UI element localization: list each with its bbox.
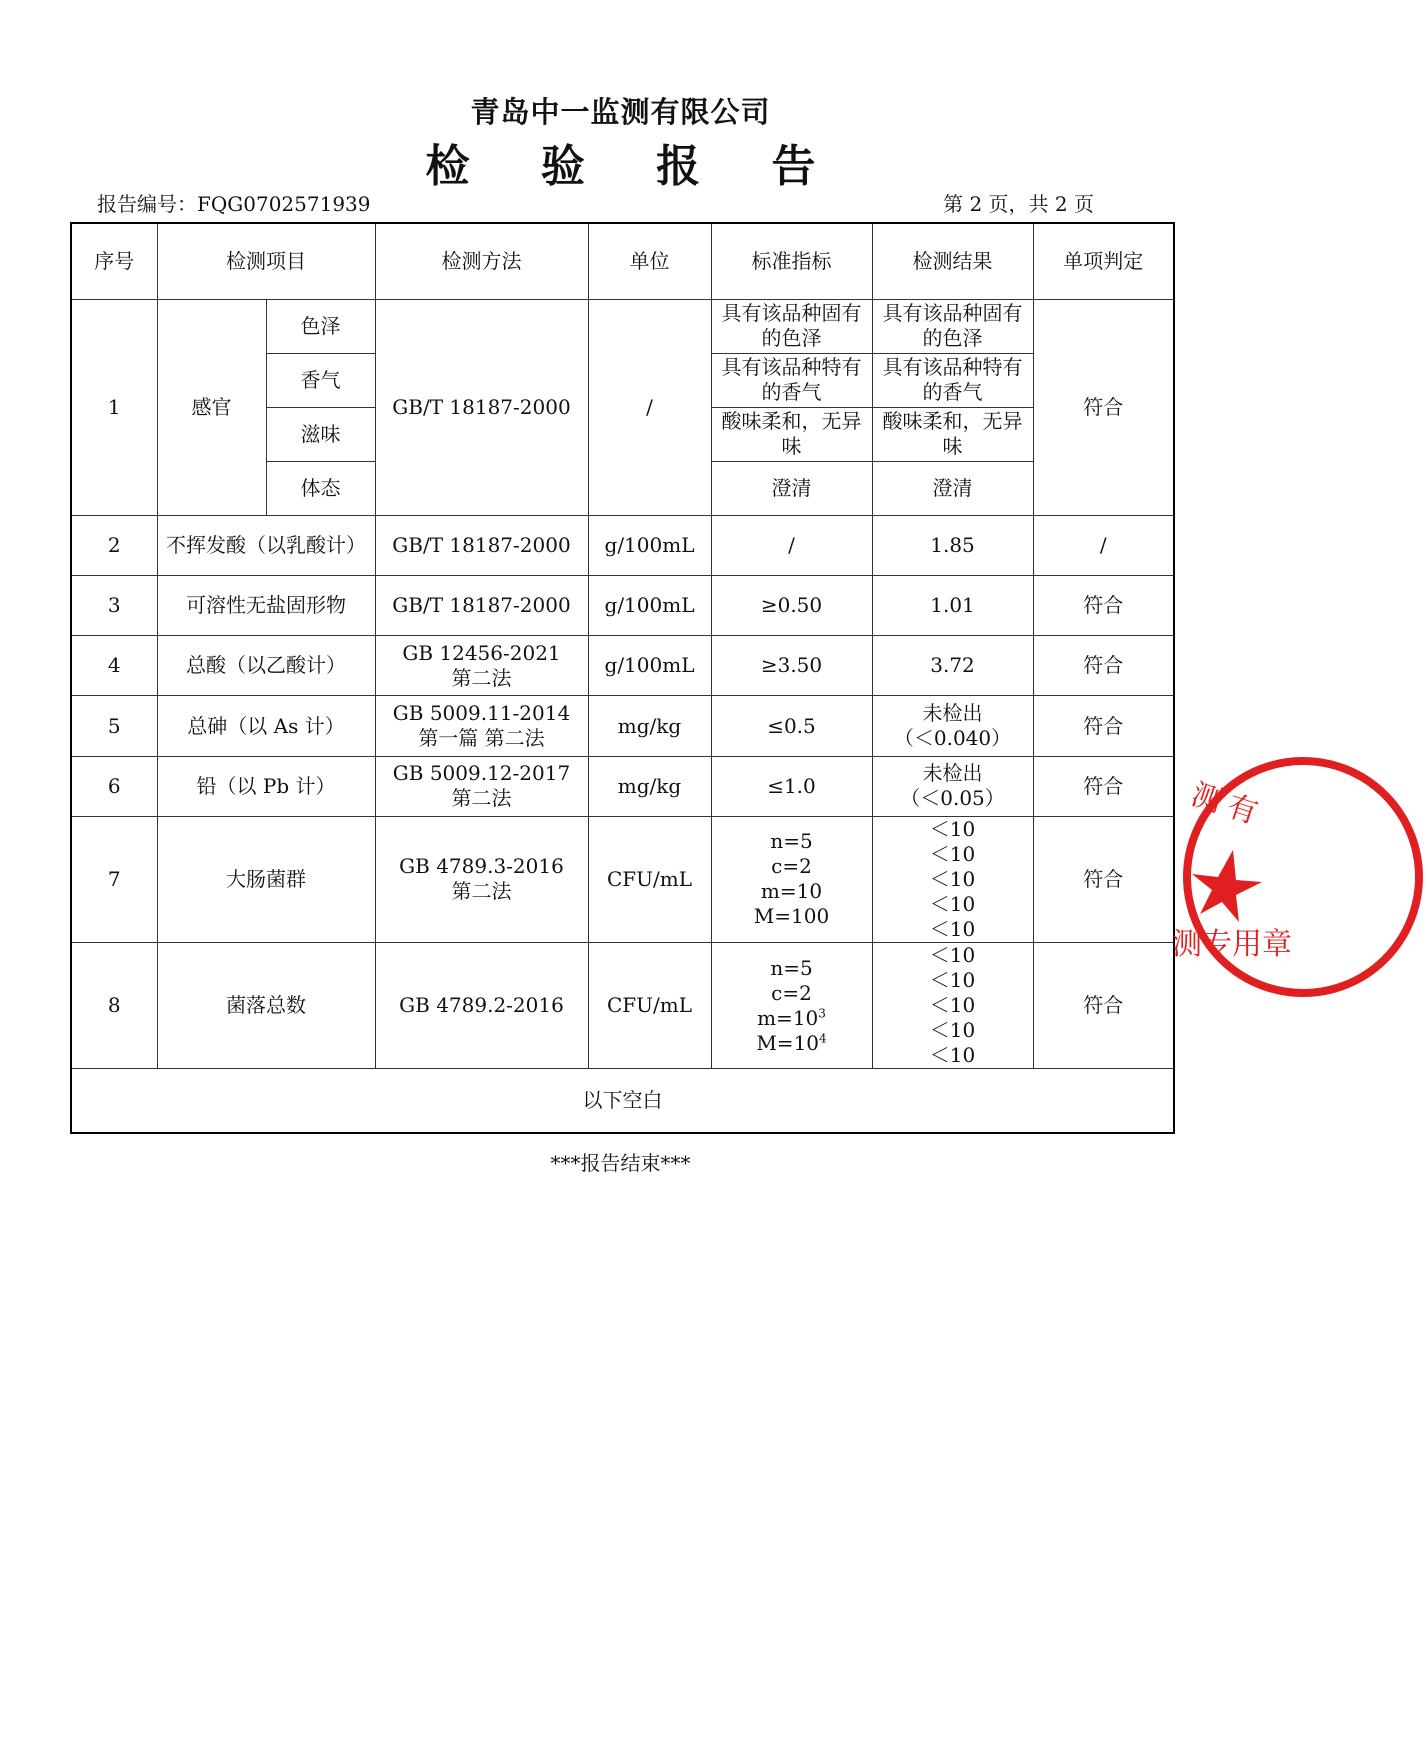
row-standard: ≤1.0 <box>711 756 872 816</box>
standard-line: n=5 <box>770 829 813 854</box>
blank-row <box>71 1069 1174 1133</box>
row-method <box>375 816 588 942</box>
row-no: 3 <box>71 576 157 636</box>
method-line: 第一篇 第二法 <box>418 726 545 751</box>
row-standard: ≤0.5 <box>711 696 872 756</box>
result-line: ＜10 <box>929 891 976 916</box>
inspection-table <box>70 222 1175 1134</box>
row-result <box>872 756 1033 816</box>
report-title: 检 验 报 告 <box>425 141 844 192</box>
row-verdict: 符合 <box>1033 942 1174 1068</box>
row-standard <box>711 816 872 942</box>
header-item: 检测项目 <box>157 223 375 299</box>
seal-text-top: 测 有 <box>1187 778 1262 831</box>
row-unit: g/100mL <box>588 516 711 576</box>
row-method <box>375 696 588 756</box>
method-line: 第二法 <box>451 786 512 811</box>
subitem-name: 体态 <box>266 461 375 515</box>
row-no: 5 <box>71 696 157 756</box>
row-method: GB/T 18187-2000 <box>375 576 588 636</box>
row-item: 大肠菌群 <box>157 816 375 942</box>
row-verdict: 符合 <box>1033 696 1174 756</box>
subitem-name: 色泽 <box>266 299 375 353</box>
standard-M-exponent: 4 <box>819 1030 827 1045</box>
row-item: 总酸（以乙酸计） <box>157 636 375 696</box>
row-unit: g/100mL <box>588 576 711 636</box>
row-verdict: 符合 <box>1033 576 1174 636</box>
row-standard <box>711 942 872 1068</box>
row-method <box>375 756 588 816</box>
row-no: 4 <box>71 636 157 696</box>
result-line: ＜10 <box>929 841 976 866</box>
company-seal <box>1172 752 1428 1002</box>
standard-line <box>716 1006 868 1031</box>
header-verdict: 单项判定 <box>1033 223 1174 299</box>
row-method: GB/T 18187-2000 <box>375 516 588 576</box>
row-verdict: 符合 <box>1033 816 1174 942</box>
row-verdict: / <box>1033 516 1174 576</box>
result-line: ＜10 <box>929 1018 976 1043</box>
result-line: ＜10 <box>929 1043 976 1068</box>
end-note: ***报告结束*** <box>550 1151 691 1175</box>
result-line: ＜10 <box>929 993 976 1018</box>
row-verdict: 符合 <box>1033 636 1174 696</box>
row-item: 感官 <box>157 299 266 515</box>
row-no: 8 <box>71 942 157 1068</box>
standard-line: c=2 <box>771 854 812 879</box>
subitem-result: 具有该品种固有的色泽 <box>872 299 1033 353</box>
header-unit: 单位 <box>588 223 711 299</box>
row-item: 总砷（以 As 计） <box>157 696 375 756</box>
row-no: 2 <box>71 516 157 576</box>
standard-m-exponent: 3 <box>818 1005 826 1020</box>
page-info: 第 2 页，共 2 页 <box>943 192 1094 216</box>
method-line: 第二法 <box>451 879 512 904</box>
method-line: GB 5009.12-2017 <box>392 761 571 786</box>
table-row <box>71 516 1174 576</box>
company-name: 青岛中一监测有限公司 <box>470 95 771 129</box>
result-line: 未检出 <box>922 761 983 786</box>
row-result: 3.72 <box>872 636 1033 696</box>
subitem-result: 酸味柔和，无异味 <box>872 407 1033 461</box>
table-row <box>71 696 1174 756</box>
row-unit: / <box>588 299 711 515</box>
method-line: GB 12456-2021 <box>402 640 561 665</box>
method-line: GB 5009.11-2014 <box>392 701 571 726</box>
row-unit: mg/kg <box>588 756 711 816</box>
seal-text-bottom: 测专用章 <box>1172 928 1292 961</box>
row-result: 1.85 <box>872 516 1033 576</box>
row-item: 不挥发酸（以乳酸计） <box>157 516 375 576</box>
subitem-result: 具有该品种特有的香气 <box>872 353 1033 407</box>
table-header-row <box>71 223 1174 299</box>
row-standard: ≥0.50 <box>711 576 872 636</box>
row-unit: CFU/mL <box>588 942 711 1068</box>
header-standard: 标准指标 <box>711 223 872 299</box>
row-method: GB/T 18187-2000 <box>375 299 588 515</box>
subitem-name: 滋味 <box>266 407 375 461</box>
row-result <box>872 816 1033 942</box>
subitem-standard: 具有该品种固有的色泽 <box>711 299 872 353</box>
row-verdict: 符合 <box>1033 756 1174 816</box>
subitem-standard: 具有该品种特有的香气 <box>711 353 872 407</box>
row-no: 6 <box>71 756 157 816</box>
row-item: 可溶性无盐固形物 <box>157 576 375 636</box>
row-no: 1 <box>71 299 157 515</box>
result-line: ＜10 <box>929 816 976 841</box>
row-unit: g/100mL <box>588 636 711 696</box>
blank-note: 以下空白 <box>71 1069 1174 1133</box>
table-row <box>71 942 1174 1068</box>
result-line: （＜0.05） <box>900 786 1005 811</box>
row-unit: CFU/mL <box>588 816 711 942</box>
table-row <box>71 299 1174 353</box>
row-standard: ≥3.50 <box>711 636 872 696</box>
standard-m-base: m=10 <box>757 1005 819 1030</box>
standard-line: M=100 <box>753 904 830 929</box>
seal-star-icon <box>1192 850 1262 922</box>
table-row <box>71 636 1174 696</box>
row-result: 1.01 <box>872 576 1033 636</box>
row-verdict: 符合 <box>1033 299 1174 515</box>
table-row <box>71 756 1174 816</box>
result-line: ＜10 <box>929 866 976 891</box>
standard-line <box>716 1031 868 1056</box>
header-no: 序号 <box>71 223 157 299</box>
row-item: 铅（以 Pb 计） <box>157 756 375 816</box>
subitem-result: 澄清 <box>872 461 1033 515</box>
method-line: 第二法 <box>451 665 512 690</box>
table-row <box>71 816 1174 942</box>
subitem-standard: 酸味柔和，无异味 <box>711 407 872 461</box>
row-method <box>375 636 588 696</box>
subitem-standard: 澄清 <box>711 461 872 515</box>
row-result <box>872 942 1033 1068</box>
result-line: （＜0.040） <box>893 726 1012 751</box>
row-method: GB 4789.2-2016 <box>375 942 588 1068</box>
row-unit: mg/kg <box>588 696 711 756</box>
standard-line: c=2 <box>771 980 812 1005</box>
table-row <box>71 576 1174 636</box>
result-line: ＜10 <box>929 943 976 968</box>
row-no: 7 <box>71 816 157 942</box>
report-number: 报告编号：FQG0702571939 <box>97 192 371 216</box>
row-result <box>872 696 1033 756</box>
row-standard: / <box>711 516 872 576</box>
standard-M-base: M=10 <box>756 1030 820 1055</box>
row-item: 菌落总数 <box>157 942 375 1068</box>
subitem-name: 香气 <box>266 353 375 407</box>
header-method: 检测方法 <box>375 223 588 299</box>
header-result: 检测结果 <box>872 223 1033 299</box>
method-line: GB 4789.3-2016 <box>399 854 564 879</box>
result-line: 未检出 <box>922 701 983 726</box>
standard-line: m=10 <box>760 879 823 904</box>
standard-line: n=5 <box>770 955 813 980</box>
result-line: ＜10 <box>929 916 976 941</box>
result-line: ＜10 <box>929 968 976 993</box>
